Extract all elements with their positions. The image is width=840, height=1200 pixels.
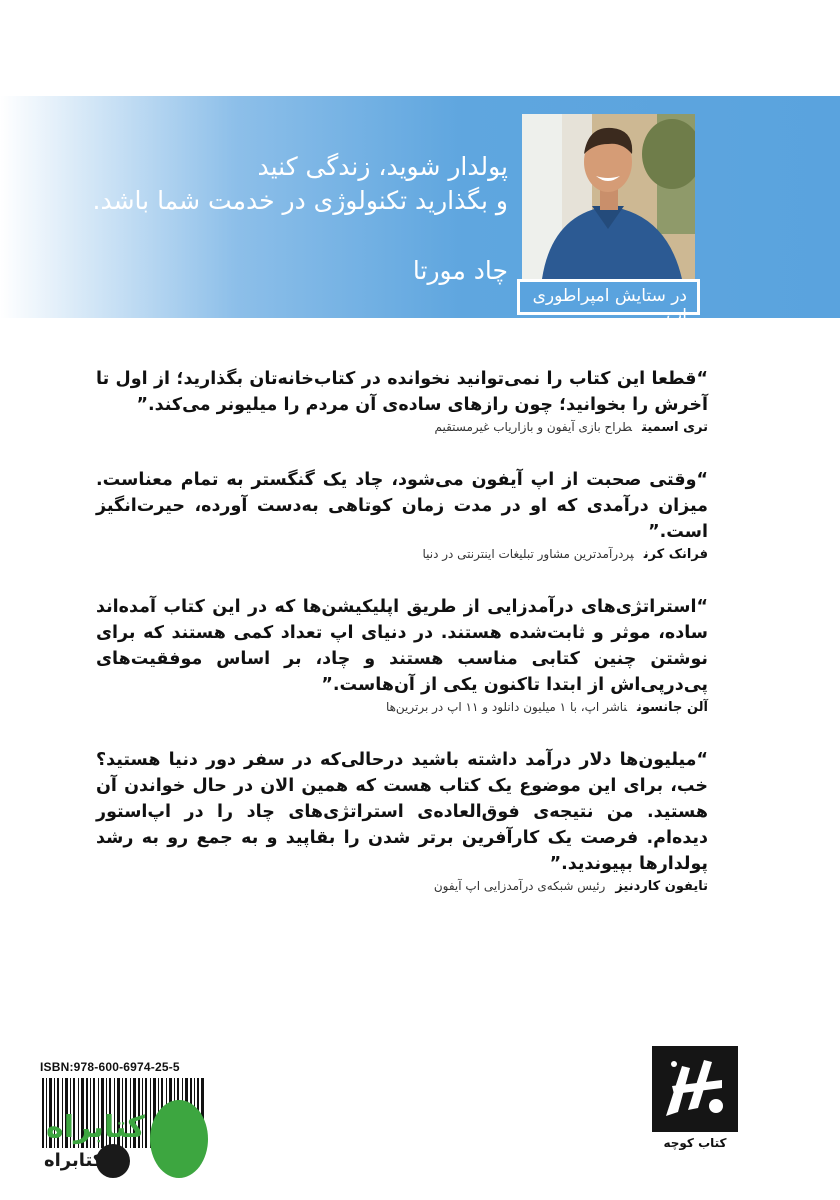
quote-author: تایفون کاردنیز — [615, 879, 708, 894]
quote-text: “استراتژی‌های درآمدزایی از طریق اپلیکیشن‌ها که در این کتاب آمده‌اند ساده، موثر و ثابت‌شده هستند. در دنیای اپ تعداد کمی هستند که برای نوشتن چنین کتابی مناسب هستند و چاد، بر اساس موفقیت‌های پی‌درپی‌اش از ابتدا تاکنون یکی از آن‌هاست.” — [96, 597, 708, 695]
watermark-logo — [40, 1088, 220, 1188]
endorsement — [96, 594, 708, 715]
quote-author-role: پردرآمدترین مشاور تبلیغات اینترنتی در دنیا — [422, 547, 634, 561]
isbn-number: ISBN:978-600-6974-25-5 — [40, 1060, 180, 1074]
publisher-name: کتاب کوچه — [663, 1136, 727, 1150]
endorsement — [96, 467, 708, 562]
quote-attribution — [96, 879, 708, 894]
quote-author-role: رئیس شبکه‌ی درآمدزایی اپ آیفون — [433, 879, 606, 893]
quote-text: “وقتی صحبت از اپ آیفون می‌شود، چاد یک گنگستر به تمام معناست. میزان درآمدی که او در مدت زمان کوتاهی به‌دست آورده، حیرت‌انگیز است.” — [96, 470, 708, 542]
author-name: چاد مورتا — [412, 256, 508, 285]
publisher-logo — [652, 1046, 738, 1150]
quote-text: “میلیون‌ها دلار درآمد داشته باشید درحالی‌که در سفر دور دنیا هستید؟ خب، برای این موضوع یک کتاب هست که همین الان در حال خواندن آن هستید. من نتیجه‌ی فوق‌العاده‌ی استراتژی‌های چاد را در اپ‌استور دیده‌ام. فرصت یک کارآفرین برتر شدن را بقاپید و به جمع رو به رشد پولدارها بپیوندید.” — [96, 750, 708, 874]
author-photo — [522, 114, 695, 279]
endorsement — [96, 366, 708, 435]
watermark-leaf-icon — [150, 1100, 208, 1178]
quote-author-role: ناشر اپ، با ۱ میلیون دانلود و ۱۱ اپ در برترین‌ها — [385, 700, 628, 714]
photo-caption: در ستایش امپراطوری اپ — [517, 279, 700, 315]
publisher-logo-mark — [652, 1046, 738, 1132]
watermark-text-large: کتابراه — [46, 1110, 145, 1145]
band-text — [48, 150, 508, 285]
quote-text: “قطعا این کتاب را نمی‌توانید نخوانده در کتاب‌خانه‌تان بگذارید؛ از اول تا آخرش را بخوانید؛ چون رازهای ساده‌ی آن مردم را میلیونر می‌کند.” — [96, 369, 708, 415]
watermark-text-small: کتابراه — [44, 1150, 104, 1171]
quote-author: آلن جانسون — [637, 700, 708, 715]
quote-author: فرانک کرن — [643, 547, 708, 562]
endorsement — [96, 747, 708, 894]
quote-attribution — [96, 700, 708, 715]
tagline-line-1: پولدار شوید، زندگی کنید — [257, 152, 508, 181]
quote-attribution — [96, 420, 708, 435]
quote-author: تری اسمیت — [642, 420, 708, 435]
quote-author-role: طراح بازی آیفون و بازاریاب غیرمستقیم — [434, 420, 633, 434]
tagline-line-2: و بگذارید تکنولوژی در خدمت شما باشد. — [92, 186, 508, 215]
endorsement-list — [96, 366, 708, 926]
quote-attribution — [96, 547, 708, 562]
